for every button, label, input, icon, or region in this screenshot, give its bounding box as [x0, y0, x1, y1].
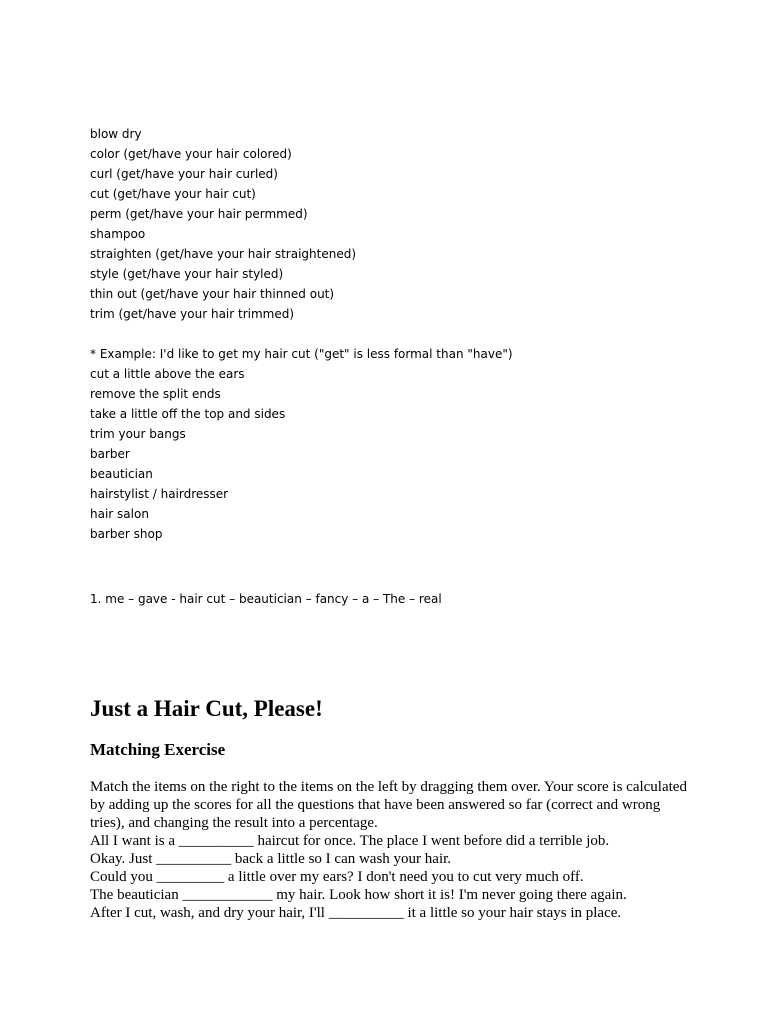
exercise-sentences [90, 832, 690, 922]
phrase-item: beautician [90, 467, 153, 481]
vocab-item: straighten (get/have your hair straightened) [90, 247, 357, 261]
vocab-item: shampoo [90, 227, 146, 241]
vocab-item: trim (get/have your hair trimmed) [90, 307, 295, 321]
page-title: Just a Hair Cut, Please! [90, 696, 323, 721]
spacer [90, 324, 710, 344]
vocab-item: curl (get/have your hair curled) [90, 167, 278, 181]
phrase-item: trim your bangs [90, 427, 186, 441]
exercise-sentence: After I cut, wash, and dry your hair, I'll __________ it a little so your hair stays in place. [90, 905, 622, 921]
exercise-sentence: All I want is a __________ haircut for once. The place I went before did a terrible job. [90, 833, 610, 849]
exercise-sentence: Could you _________ a little over my ears? I don't need you to cut very much off. [90, 869, 584, 885]
phrase-item: hairstylist / hairdresser [90, 487, 229, 501]
vocab-item: cut (get/have your hair cut) [90, 187, 256, 201]
instructions-paragraph: Match the items on the right to the items on the left by dragging them over. Your score is calculated by adding up the scores for all the questions that have been answered so far (correct and wrong tries), and changing the result into a percentage. [90, 779, 687, 831]
phrase-item: hair salon [90, 507, 149, 521]
vocab-item: color (get/have your hair colored) [90, 147, 292, 161]
exercise-sentence: The beautician ____________ my hair. Look how short it is! I'm never going there again. [90, 887, 627, 903]
scrambled-sentence: 1. me – gave - hair cut – beautician – fancy – a – The – real [90, 592, 442, 606]
vocab-item: perm (get/have your hair permmed) [90, 207, 308, 221]
example-line: * Example: I'd like to get my hair cut ("get" is less formal than "have") [90, 347, 513, 361]
section-heading: Matching Exercise [90, 740, 226, 759]
vocab-item: style (get/have your hair styled) [90, 267, 284, 281]
vocab-item: thin out (get/have your hair thinned out) [90, 287, 335, 301]
phrase-item: take a little off the top and sides [90, 407, 286, 421]
vocabulary-list [90, 124, 710, 544]
phrase-item: cut a little above the ears [90, 367, 245, 381]
exercise-sentence: Okay. Just __________ back a little so I can wash your hair. [90, 851, 452, 867]
phrase-item: remove the split ends [90, 387, 221, 401]
vocab-item: blow dry [90, 127, 142, 141]
phrase-item: barber [90, 447, 130, 461]
phrase-item: barber shop [90, 527, 163, 541]
